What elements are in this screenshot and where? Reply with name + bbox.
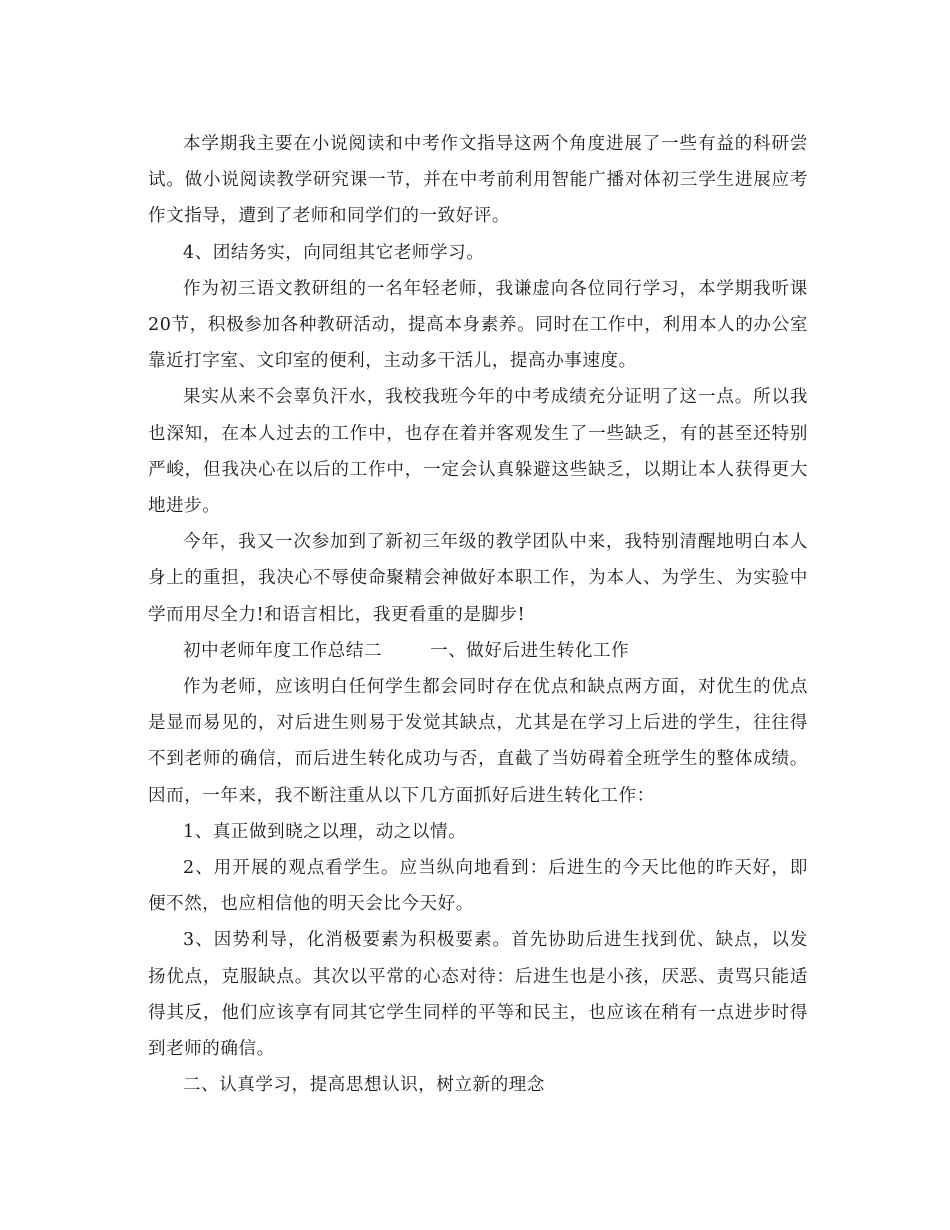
paragraph-results: 果实从来不会辜负汗水，我校我班今年的中考成绩充分证明了这一点。所以我也深知，在本人过去的工作中，也存在着并客观发生了一些缺乏，有的甚至还特别严峻，但我决心在以后的工作中，一定会认真躲避这些缺乏，以期让本人获得更大地进步。 [148,387,808,517]
paragraph-point-2: 2、用开展的观点看学生。应当纵向地看到：后进生的今天比他的昨天好，即便不然，也应相信他的明天会比今天好。 [148,858,808,915]
paragraph-point-1: 1、真正做到晓之以理，动之以情。 [183,821,467,842]
paragraph-research: 本学期我主要在小说阅读和中考作文指导这两个角度进展了一些有益的科研尝试。做小说阅读教学研究课一节，并在中考前利用智能广播对体初三学生进展应考作文指导，遭到了老师和同学们的一致好评。 [148,134,808,227]
section-title: 初中老师年度工作总结二 [183,640,383,661]
paragraph-underachievers: 作为老师，应该明白任何学生都会同时存在优点和缺点两方面，对优生的优点是显而易见的，对后进生则易于发觉其缺点，尤其是在学习上后进的学生，往往得不到老师的确信，而后进生转化成功与否，直截了当妨碍着全班学生的整体成绩。因而，一年来，我不断注重从以下几方面抓好后进生转化工作： [148,677,808,806]
paragraph-point-3: 3、因势利导，化消极要素为积极要素。首先协助后进生找到优、缺点，以发扬优点，克服缺点。其次以平常的心态对待：后进生也是小孩，厌恶、责骂只能适得其反，他们应该享有同其它学生同样的平等和民主，也应该在稍有一点进步时得到老师的确信。 [148,930,808,1060]
section-header-line [148,633,808,669]
document-body [148,126,808,1103]
paragraph-item-4: 4、团结务实，向同组其它老师学习。 [183,242,485,263]
section-heading: 一、做好后进生转化工作 [430,640,630,661]
paragraph-learning: 作为初三语文教研组的一名年轻老师，我谦虚向各位同行学习，本学期我听课20节，积极参加各种教研活动，提高本身素养。同时在工作中，利用本人的办公室靠近打字室、文印室的便利，主动多干活儿，提高办事速度。 [148,278,808,372]
paragraph-section-two: 二、认真学习，提高思想认识，树立新的理念 [183,1075,545,1096]
paragraph-new-year: 今年，我又一次参加到了新初三年级的教学团队中来，我特别清醒地明白本人身上的重担，我决心不辱使命聚精会神做好本职工作，为本人、为学生、为实验中学而用尽全力!和语言相比，我更看重的是脚步! [148,532,808,625]
